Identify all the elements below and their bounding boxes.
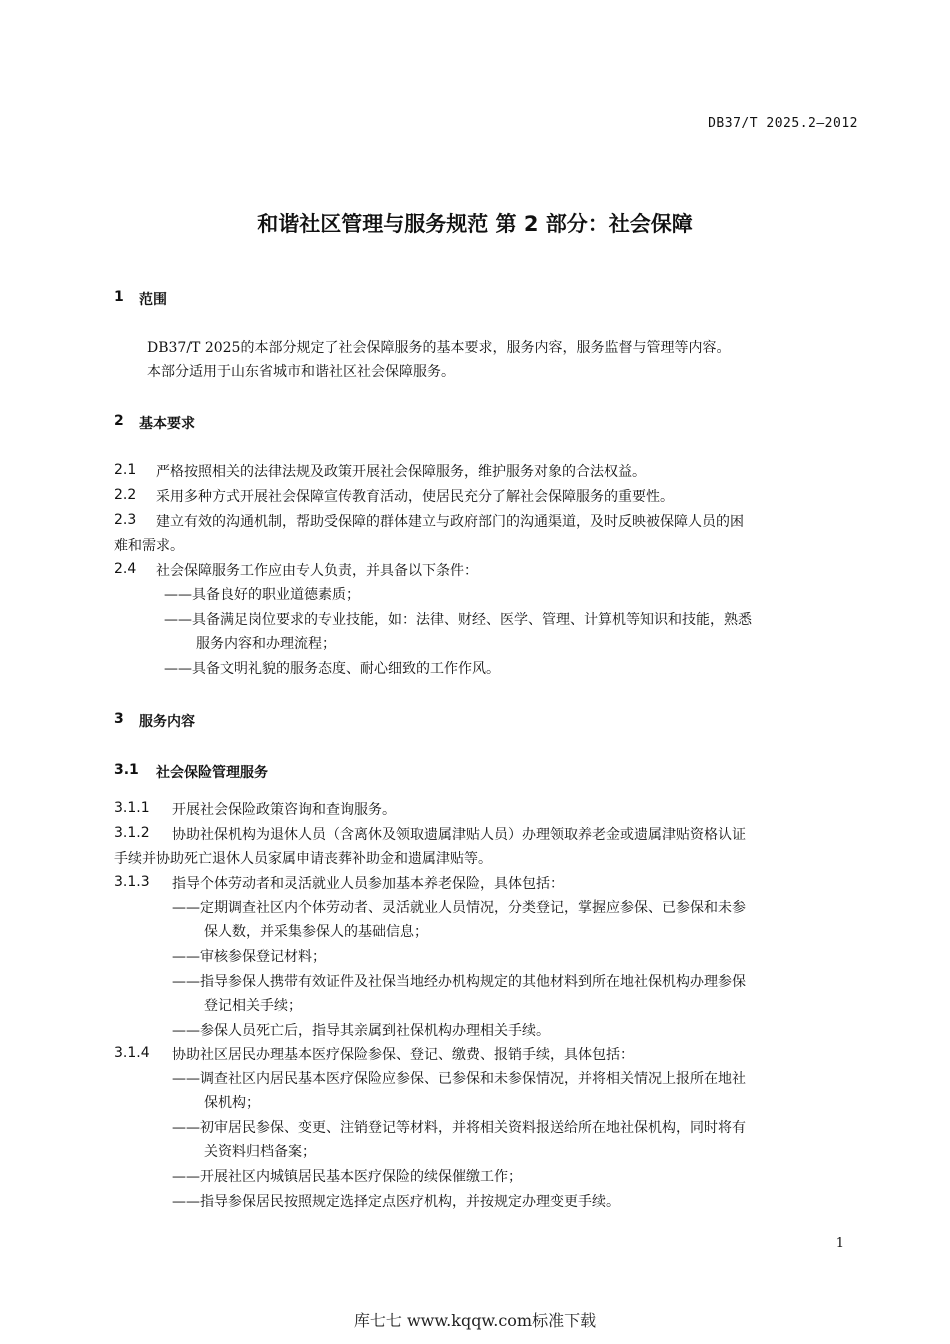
clause-text: 开展社会保险政策咨询和查询服务。 [172,802,396,818]
clause-number: 2.3 [114,512,137,528]
clause-text-continued: 难和需求。 [114,538,184,554]
clause-text: 指导个体劳动者和灵活就业人员参加基本养老保险，具体包括： [172,876,564,892]
section-1-paragraph: 本部分适用于山东省城市和谐社区社会保障服务。 [147,364,455,380]
section-2-number: 2 [114,413,124,429]
dash-item: ——具备文明礼貌的服务态度、耐心细致的工作作风。 [164,661,500,677]
clause-text: 社会保障服务工作应由专人负责，并具备以下条件： [156,563,478,579]
subsection-number: 3.1 [114,762,139,778]
dash-item: ——指导参保居民按照规定选择定点医疗机构，并按规定办理变更手续。 [172,1194,620,1210]
dash-item-continued: 保人数，并采集参保人的基础信息； [204,924,428,940]
clause-number: 3.1.2 [114,825,150,841]
dash-item-continued: 登记相关手续； [204,998,302,1014]
clause-text: 采用多种方式开展社会保障宣传教育活动，使居民充分了解社会保障服务的重要性。 [156,489,674,505]
section-3-number: 3 [114,711,124,727]
section-3-heading: 服务内容 [139,714,195,730]
dash-item: ——初审居民参保、变更、注销登记等材料，并将相关资料报送给所在地社保机构，同时将有 [172,1120,746,1136]
document-number: DB37/T 2025.2—2012 [708,116,858,131]
clause-number: 3.1.3 [114,874,150,890]
footer-watermark: 库七七 www.kqqw.com标准下载 [353,1311,597,1330]
clause-text: 协助社区居民办理基本医疗保险参保、登记、缴费、报销手续，具体包括： [172,1047,634,1063]
page-number: 1 [835,1236,844,1251]
section-1-heading: 范围 [139,292,167,308]
clause-number: 2.4 [114,561,137,577]
dash-item: ——参保人员死亡后，指导其亲属到社保机构办理相关手续。 [172,1023,550,1039]
dash-item-continued: 服务内容和办理流程； [196,636,336,652]
clause-text: 严格按照相关的法律法规及政策开展社会保障服务，维护服务对象的合法权益。 [156,464,646,480]
dash-item-continued: 关资料归档备案； [204,1144,316,1160]
dash-item: ——审核参保登记材料； [172,949,326,965]
clause-number: 2.2 [114,487,137,503]
section-1-paragraph: DB37/T 2025的本部分规定了社会保障服务的基本要求，服务内容，服务监督与管理等内容。 [147,340,731,356]
dash-item: ——定期调查社区内个体劳动者、灵活就业人员情况，分类登记，掌握应参保、已参保和未参 [172,900,746,916]
clause-text-continued: 手续并协助死亡退休人员家属申请丧葬补助金和遗属津贴等。 [114,851,492,867]
clause-number: 2.1 [114,462,137,478]
dash-item: ——具备良好的职业道德素质； [164,587,360,603]
dash-item-continued: 保机构； [204,1095,260,1111]
document-title: 和谐社区管理与服务规范 第 2 部分：社会保障 [257,212,693,236]
clause-number: 3.1.4 [114,1045,150,1061]
clause-text: 建立有效的沟通机制，帮助受保障的群体建立与政府部门的沟通渠道，及时反映被保障人员的困 [156,514,744,530]
dash-item: ——具备满足岗位要求的专业技能，如：法律、财经、医学、管理、计算机等知识和技能，熟悉 [164,612,752,628]
dash-item: ——调查社区内居民基本医疗保险应参保、已参保和未参保情况，并将相关情况上报所在地社 [172,1071,746,1087]
section-2-heading: 基本要求 [139,416,195,432]
dash-item: ——指导参保人携带有效证件及社保当地经办机构规定的其他材料到所在地社保机构办理参保 [172,974,746,990]
section-1-number: 1 [114,289,124,305]
dash-item: ——开展社区内城镇居民基本医疗保险的续保催缴工作； [172,1169,522,1185]
clause-text: 协助社保机构为退休人员（含离休及领取遗属津贴人员）办理领取养老金或遗属津贴资格认证 [172,827,746,843]
clause-number: 3.1.1 [114,800,150,816]
subsection-heading: 社会保险管理服务 [156,765,268,781]
